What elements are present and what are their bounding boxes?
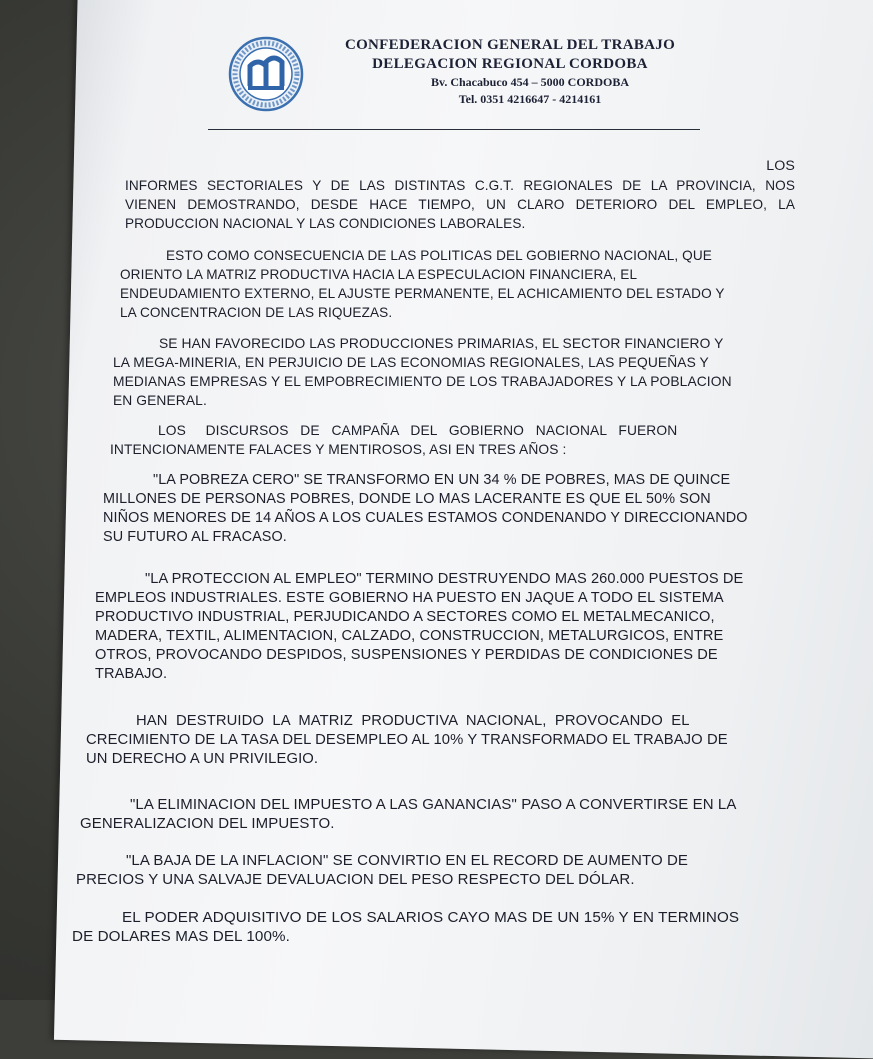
text-line: MILLONES DE PERSONAS POBRES, DONDE LO MAS LACERANTE ES QUE EL 50% SON [103,491,711,507]
text-line: EMPLEOS INDUSTRIALES. ESTE GOBIERNO HA PUESTO EN JAQUE A TODO EL SISTEMA [95,590,724,606]
text-line: TRABAJO. [95,666,168,682]
text-line: MADERA, TEXTIL, ALIMENTACION, CALZADO, CONSTRUCCION, METALURGICOS, ENTRE [95,628,724,644]
text-line: DE DOLARES MAS DEL 100%. [72,928,290,945]
text-line: "LA BAJA DE LA INFLACION" SE CONVIRTIO EN EL RECORD DE AUMENTO DE [126,852,689,869]
text-line: SE HAN FAVORECIDO LAS PRODUCCIONES PRIMARIAS, EL SECTOR FINANCIERO Y [159,336,724,351]
text-line: OTROS, PROVOCANDO DESPIDOS, SUSPENSIONES Y PERDIDAS DE CONDICIONES DE [95,647,718,663]
paragraph-6 [95,570,810,684]
text-line: "LA POBREZA CERO" SE TRANSFORMO EN UN 34 % DE POBRES, MAS DE QUINCE [153,472,731,488]
paragraph-5 [103,471,803,547]
text-line: LA CONCENTRACION DE LAS RIQUEZAS. [120,305,393,320]
paragraph-1 [125,157,795,233]
text-line: MEDIANAS EMPRESAS Y EL EMPOBRECIMIENTO DE LOS TRABAJADORES Y LA POBLACION [113,374,732,389]
text-line: ESTO COMO CONSECUENCIA DE LAS POLITICAS DEL GOBIERNO NACIONAL, QUE [166,248,712,263]
paragraph-10 [72,908,817,946]
text-line: CRECIMIENTO DE LA TASA DEL DESEMPLEO AL 10% Y TRANSFORMADO EL TRABAJO DE [86,732,728,748]
text-line: "LA PROTECCION AL EMPLEO" TERMINO DESTRUYENDO MAS 260.000 PUESTOS DE [145,571,744,587]
text-line: INFORMES SECTORIALES Y DE LAS DISTINTAS C.G.T. REGIONALES DE LA PROVINCIA, NOS [125,178,795,193]
text-line: SU FUTURO AL FRACASO. [103,529,287,545]
text-line: PRODUCCION NACIONAL Y LAS CONDICIONES LABORALES. [125,216,526,231]
phone: Tel. 0351 4216647 - 4214161 [458,92,602,106]
paragraph-9 [76,851,816,889]
text-line: ORIENTO LA MATRIZ PRODUCTIVA HACIA LA ESPECULACION FINANCIERA, EL [120,267,638,282]
organization-name: CONFEDERACION GENERAL DEL TRABAJO [344,37,676,53]
text-line: HAN DESTRUIDO LA MATRIZ PRODUCTIVA NACIONAL, PROVOCANDO EL [136,713,690,729]
text-line: NIÑOS MENORES DE 14 AÑOS A LOS CUALES ESTAMOS CONDENANDO Y DIRECCIONANDO [103,510,748,526]
delegation-name: DELEGACION REGIONAL CORDOBA [372,56,648,72]
text-line: "LA ELIMINACION DEL IMPUESTO A LAS GANANCIAS" PASO A CONVERTIRSE EN LA [130,796,737,813]
paragraph-3 [113,334,803,410]
text-line: VIENEN DEMOSTRANDO, DESDE HACE TIEMPO, UN CLARO DETERIORO DEL EMPLEO, LA [125,197,795,212]
text-line: PRODUCTIVO INDUSTRIAL, PERJUDICANDO A SECTORES COMO EL METALMECANICO, [95,609,715,625]
paragraph-8 [80,795,815,833]
text-line: EN GENERAL. [113,393,207,408]
text-line: LA MEGA-MINERIA, EN PERJUICIO DE LAS ECONOMIAS REGIONALES, LAS PEQUEÑAS Y [113,355,709,370]
text-line: GENERALIZACION DEL IMPUESTO. [80,815,335,832]
text-line: ENDEUDAMIENTO EXTERNO, EL AJUSTE PERMANENTE, EL ACHICAMIENTO DEL ESTADO Y [120,286,725,301]
text-line: EL PODER ADQUISITIVO DE LOS SALARIOS CAYO MAS DE UN 15% Y EN TERMINOS [122,909,740,926]
text-line: LOS DISCURSOS DE CAMPAÑA DEL GOBIERNO NACIONAL FUERON [158,423,678,438]
paragraph-7 [86,712,811,769]
text-line: INTENCIONAMENTE FALACES Y MENTIROSOS, ASI EN TRES AÑOS : [110,442,567,457]
text-line: PRECIOS Y UNA SALVAJE DEVALUACION DEL PESO RESPECTO DEL DÓLAR. [76,871,635,888]
paragraph-2 [120,246,798,322]
address: Bv. Chacabuco 454 – 5000 CORDOBA [430,75,630,89]
paragraph-4 [110,421,805,459]
text-line: UN DERECHO A UN PRIVILEGIO. [86,751,319,767]
text-line: LOS [766,158,795,174]
